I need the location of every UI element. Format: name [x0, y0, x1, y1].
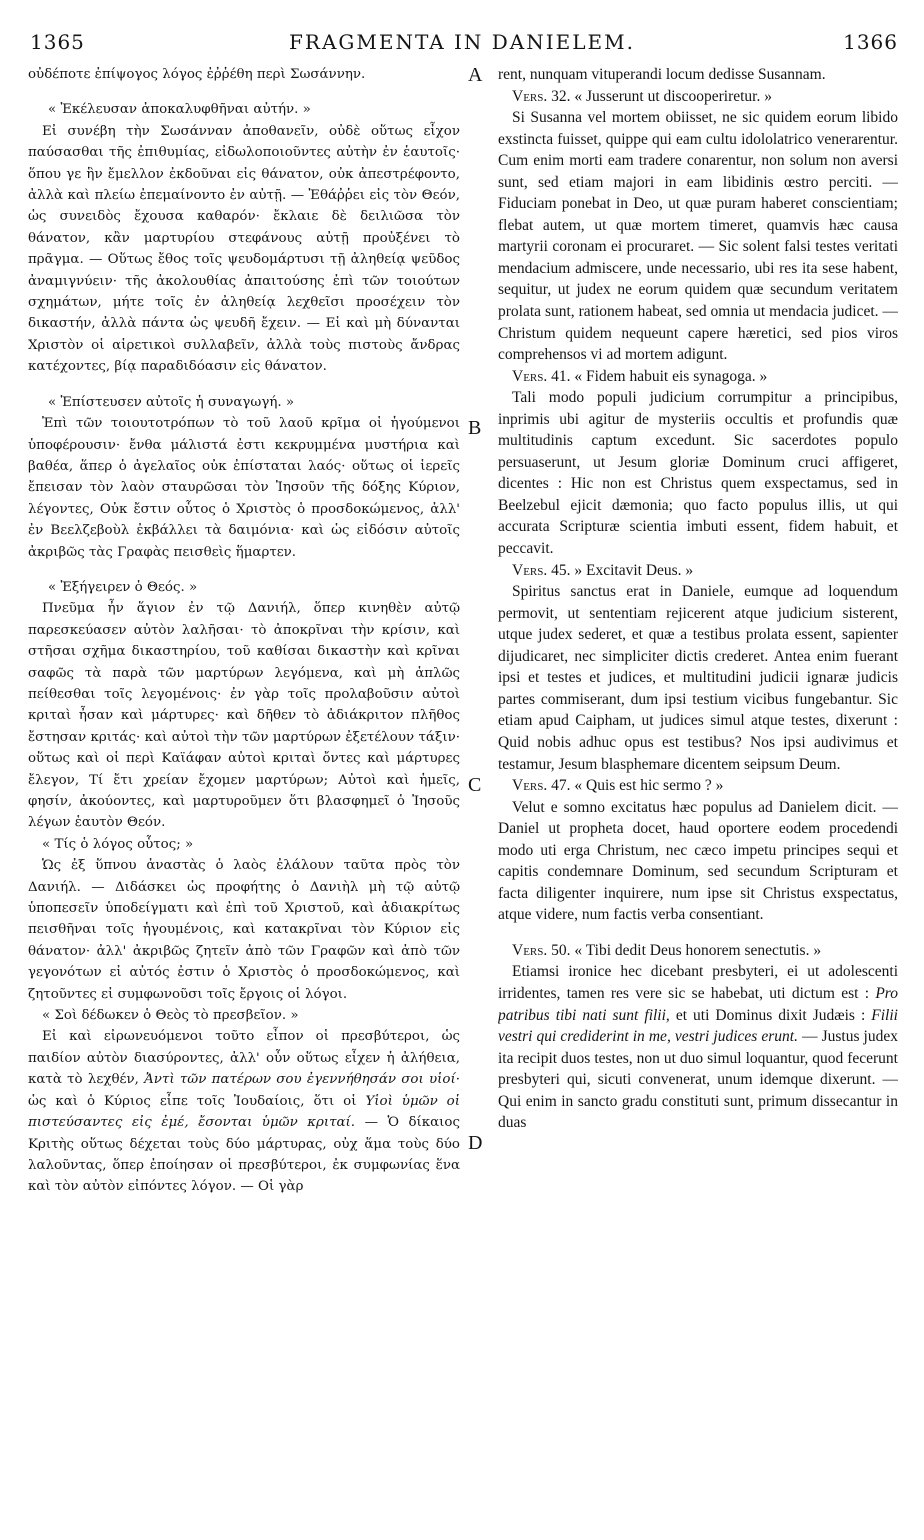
latin-quote: Pro patribus tibi nati sunt filii [498, 984, 898, 1024]
latin-lemma [498, 560, 898, 582]
latin-column [498, 64, 898, 1524]
latin-quote: Filii vestri qui crediderint in me, vestri judices erunt. [498, 1006, 898, 1046]
margin-marker-d: D [468, 1132, 483, 1154]
greek-text: ὡς καὶ ὁ Κύριος εἶπε τοῖς Ἰουδαίοις, ὅτι οἱ [28, 1093, 366, 1109]
margin-marker-b: B [468, 417, 482, 439]
greek-paragraph: Ἐπὶ τῶν τοιουτοτρόπων τὸ τοῦ λαοῦ κρῖμα οἱ ἡγούμενοι ὑποφέρουσιν· ἔνθα μάλιστά ἐστι κεκρυμμένα μυστήρια καὶ βαθέα, ἅπερ ὁ ἀγελαῖος οὐκ ἐπίσταται λαός· οὕτως οἱ ἱερεῖς ἔπεισαν τὸν λαὸν σταυρῶσαι τὸν Ἰησοῦν τῆς δόξης Κύριον, λέγοντες, Οὐκ ἔστιν οὗτος ὁ Χριστὸς ὁ προσδοκώμενος, ἀλλ' ἐν Βεελζεβοὺλ ἐκβάλλει τὰ δαιμόνια· καὶ ὡς εἰδόσιν αὐτοῖς ἀκριβῶς τὰς Γραφὰς πεισθεὶς ἥμαρτεν. [28, 416, 460, 560]
latin-lemma-text: » Excitavit Deus. » [570, 561, 694, 579]
page-number-left: 1365 [30, 30, 85, 54]
margin-marker-a: A [468, 64, 483, 86]
margin-marker-c: C [468, 774, 482, 796]
latin-paragraph: Velut e somno excitatus hæc populus ad Danielem dicit. — Daniel ut propheta docet, haud oportere eodem procedendi modo uti erga Christum, nec cæco impetu principes sequi et capitis condemnare Dominum, sed secundum Scripturam et facta diligenter inquirere, num ipse sit Christus exspectatus, atque videre, num factis verba consentiant. [498, 798, 898, 924]
latin-lemma [498, 940, 898, 962]
latin-paragraph [498, 961, 898, 1133]
greek-lemma: « Ἐξήγειρεν ὁ Θεός. » [48, 579, 198, 595]
greek-paragraph: Πνεῦμα ἦν ἅγιον ἐν τῷ Δανιήλ, ὅπερ κινηθὲν αὐτῷ παρεσκεύασεν αὐτὸν λαλῆσαι· τὸ ἀποκρῖναι τὴν κρίσιν, καὶ στῆσαι σχῆμα δικαστηρίου, τοῦ καθίσαι δικαστὴν καὶ κρῖναι σαφῶς τὰ παρὰ τῶν μαρτύρων λεγόμενα, καὶ μὴ ἁπλῶς πείθεσθαι τοῖς λεγομένοις· ἐν γὰρ τοῖς προλαβοῦσιν αὐτοὶ κριταὶ ἦσαν καὶ μάρτυρες· καὶ δῆθεν τὸ ἀδιάκριτον πλῆθος ἔστησαν κριτάς· καὶ αὐτοὶ τὴν τῶν μαρτύρων ἐξετέλουν τάξιν· οὕτως καὶ οἱ περὶ Καϊάφαν αὐτοὶ κριταὶ ὄντες καὶ μάρτυρες ἔλεγον, Τί ἔτι χρείαν ἔχομεν μαρτύρων; Αὐτοὶ καὶ ἡμεῖς, φησίν, ἀκούοντες, καὶ μαρτυροῦμεν ὅτι βλασφημεῖ ὁ Ἰησοῦς λέγων ἑαυτὸν Θεόν. [28, 601, 460, 831]
greek-lemma: « Σοὶ δέδωκεν ὁ Θεὸς τὸ πρεσβεῖον. » [42, 1008, 299, 1024]
latin-lemma-text: « Fidem habuit eis synagoga. » [570, 367, 768, 385]
greek-paragraph: οὐδέποτε ἐπίψογος λόγος ἐῤῥέθη περὶ Σωσάννην. [28, 67, 366, 82]
verse-number: Vers. 47. [512, 777, 571, 795]
greek-lemma: « Ἐπίστευσεν αὐτοῖς ἡ συναγωγή. » [48, 394, 295, 410]
latin-lemma [498, 366, 898, 388]
greek-paragraph: Ὡς ἐξ ὕπνου ἀναστὰς ὁ λαὸς ἐλάλουν ταῦτα πρὸς τὸν Δανιήλ. — Διδάσκει ὡς προφήτης ὁ Δανιὴλ μὴ τῷ αὐτῷ ὑποπεσεῖν ὑποδείγματι καὶ ἐπὶ τοῦ Χριστοῦ, καὶ ἀδιακρίτως πεισθῆναι τοῖς ἡγουμένοις, καὶ κατακρῖναι τὸν Κύριον εἰς θάνατον· ἀλλ' ἀκριβῶς ζητεῖν ἀπὸ τῶν Γραφῶν καὶ ἀπὸ τῶν γεγονότων εἰ αὐτός ἐστιν ὁ Χριστὸς ὁ προσδοκώμενος, καὶ ζητοῦντες εἰ συμφωνοῦσι τοῖς ἔργοις οἱ λόγοι. [28, 858, 460, 1002]
latin-paragraph: rent, nunquam vituperandi locum dedisse Susannam. [498, 66, 826, 83]
page-number-right: 1366 [843, 30, 898, 54]
latin-text: — Justus judex ita recipit duos testes, non ut duo simul loquantur, quod fecerunt presbyteri qui, sicuti convenerat, unum idemque dixerunt. — Qui enim in sancto gradu constituti sunt, primum dissecantur in duas [498, 1028, 898, 1132]
greek-text: — Ὁ δίκαιος Κριτὴς οὕτως δέχεται τοὺς δύο μάρτυρας, οὐχ ἅμα τοὺς δύο λαλοῦντας, ὅπερ ἐποίησαν οἱ πρεσβύτεροι, ἐκ συμφωνίας ἕνα καὶ τὸν αὐτὸν εἰπόντες λόγον. — Οἱ γὰρ [28, 1115, 460, 1195]
verse-number: Vers. 32. [512, 87, 571, 105]
verse-number: Vers. 41. [512, 367, 571, 385]
verse-number: Vers. 50. [512, 941, 571, 959]
greek-text: Εἰ καὶ εἰρωνευόμενοι τοῦτο εἶπον οἱ πρεσβύτεροι, ὡς παιδίον αὐτὸν διασύροντες, ἀλλ' οὖν οὕτως εἶχεν ἡ ἀλήθεια, κατὰ τὸ λεχθέν, [28, 1029, 460, 1088]
greek-quote: Ἀντὶ τῶν πατέρων σου ἐγεννήθησάν σοι υἱοί· [144, 1072, 460, 1088]
latin-text: Etiamsi ironice hec dicebant presbyteri, ei ut adolescenti irridentes, tamen res vere sic se habebat, uti dictum est : [498, 963, 898, 1002]
greek-lemma: « Ἐκέλευσαν ἀποκαλυφθῆναι αὐτήν. » [48, 102, 311, 118]
greek-paragraph [28, 1026, 460, 1197]
latin-lemma-text: « Tibi dedit Deus honorem senectutis. » [570, 941, 822, 959]
greek-column [28, 64, 460, 1524]
latin-lemma-text: « Quis est hic sermo ? » [570, 777, 724, 795]
latin-paragraph: Tali modo populi judicium corrumpitur a principibus, inprimis ubi agitur de mysteriis occultis et profundis quæ multitudinis captum excedunt. Sic sacerdotes populo persuaserunt, ut Jesum gloriæ Dominum cruci affigeret, dicentes : Hic non est Christus quem exspectamus, sed in Beelzebul ejicit dæmonia; quo facto populus illis, ut qui accurata Scripturæ scientia imbuti essent, fidem habuit, et peccavit. [498, 389, 898, 558]
greek-quote: Υἱοὶ ὑμῶν οἱ πιστεύσαντες εἰς ἐμέ, ἔσονται ὑμῶν κριταί. [28, 1093, 460, 1131]
latin-lemma [498, 775, 898, 797]
greek-lemma: « Τίς ὁ λόγος οὗτος; » [42, 836, 194, 852]
greek-paragraph: Εἰ συνέβη τὴν Σωσάνναν ἀποθανεῖν, οὐδὲ οὕτως εἶχον παύσασθαι τῆς ἐπιθυμίας, εἰδωλοποιοῦντες αὐτὴν ἐν ἑαυτοῖς· ὅπου γε ἣν ἔμελλον ἐκδοῦναι εἰς θάνατον, οὐκ ἀπεστρέφοντο, ἀλλὰ καὶ πλείω ἐπεμαίνοντο ἐν αὐτῇ. — Ἐθάῤῥει εἰς τὸν Θεόν, ὡς συνειδὸς ἔχουσα καθαρόν· ἔκλαιε δὲ δειλιῶσα τὸν θάνατον, κἂν μαρτυρίου στεφάνους αὐτῇ προὐξένει τὸ πρᾶγμα. — Οὕτως ἔθος τοῖς ψευδομάρτυσι τῇ ἀληθείᾳ ψεῦδος ἀναμιγνύειν· τῆς ἀκολουθίας ἀπαιτούσης ἐπὶ τῶν τοιούτων σχημάτων, μήτε τοῖς ἐν ἀληθείᾳ λεχθεῖσι προσέχειν τὸν δικαστήν, ἀλλὰ πάντα ὡς ψευδῆ ἔχειν. — Εἰ καὶ μὴ δύνανται Χριστὸν οἱ αἱρετικοὶ συλλαβεῖν, ἀλλὰ τοὺς πιστοὺς ἄνδρας κατέχοντες, βίᾳ παραδιδόασιν εἰς θάνατον. [28, 123, 460, 375]
verse-number: Vers. 45. [512, 561, 571, 579]
latin-lemma [498, 86, 898, 108]
latin-paragraph: Spiritus sanctus erat in Daniele, eumque ad loquendum permovit, ut sententiam rejicerent atque judicium sisterent, utque judex sederet, et quæ a testibus prolata essent, sapienter dijudicaret, nec simpliciter dictis crederet. Antea enim fuerant ipsi et testes et judices, et multitudini judicii ignaræ judicis partes commiserant, dum ipsi testium vicibus fungebantur. Sic etiam apud Caipham, ut judices simul atque testes, dixerunt : Quid nobis adhuc opus est testibus? Nos ipsi audivimus et testamur, Jesum blasphemare dicentem seipsum Deum. [498, 583, 898, 773]
latin-text: , et uti Dominus dixit Judæis : [665, 1006, 872, 1024]
latin-lemma-text: « Jusserunt ut discooperiretur. » [570, 87, 772, 105]
page-header [0, 0, 924, 56]
latin-paragraph: Si Susanna vel mortem obiisset, ne sic quidem eorum libido exstincta fuisset, quippe qui eam cultu idololatrico venerarentur. Cum enim morti eam tradere conarentur, non solum non aversi sunt, sed etiam majori in eam libidinis œstro perciti. — Fiduciam ponebat in Deo, ut quæ puram haberet conscientiam; flebat autem, ut quæ mortem timeret, quamvis hæc causa martyrii coronam ei procuraret. — Sic solent falsi testes veritati mendacium admiscere, unde necessario, ubi res ita sese habent, sequitur, ut judex ne eorum quidem quæ secundum veritatem prolata sunt, rationem habeat, sed omnia ut mendacia judicet. — Christum quidem nequeunt capere hæretici, sed pios viros comprehensos vi ad mortem adigunt. [498, 109, 898, 364]
running-title: FRAGMENTA IN DANIELEM. [289, 30, 635, 54]
